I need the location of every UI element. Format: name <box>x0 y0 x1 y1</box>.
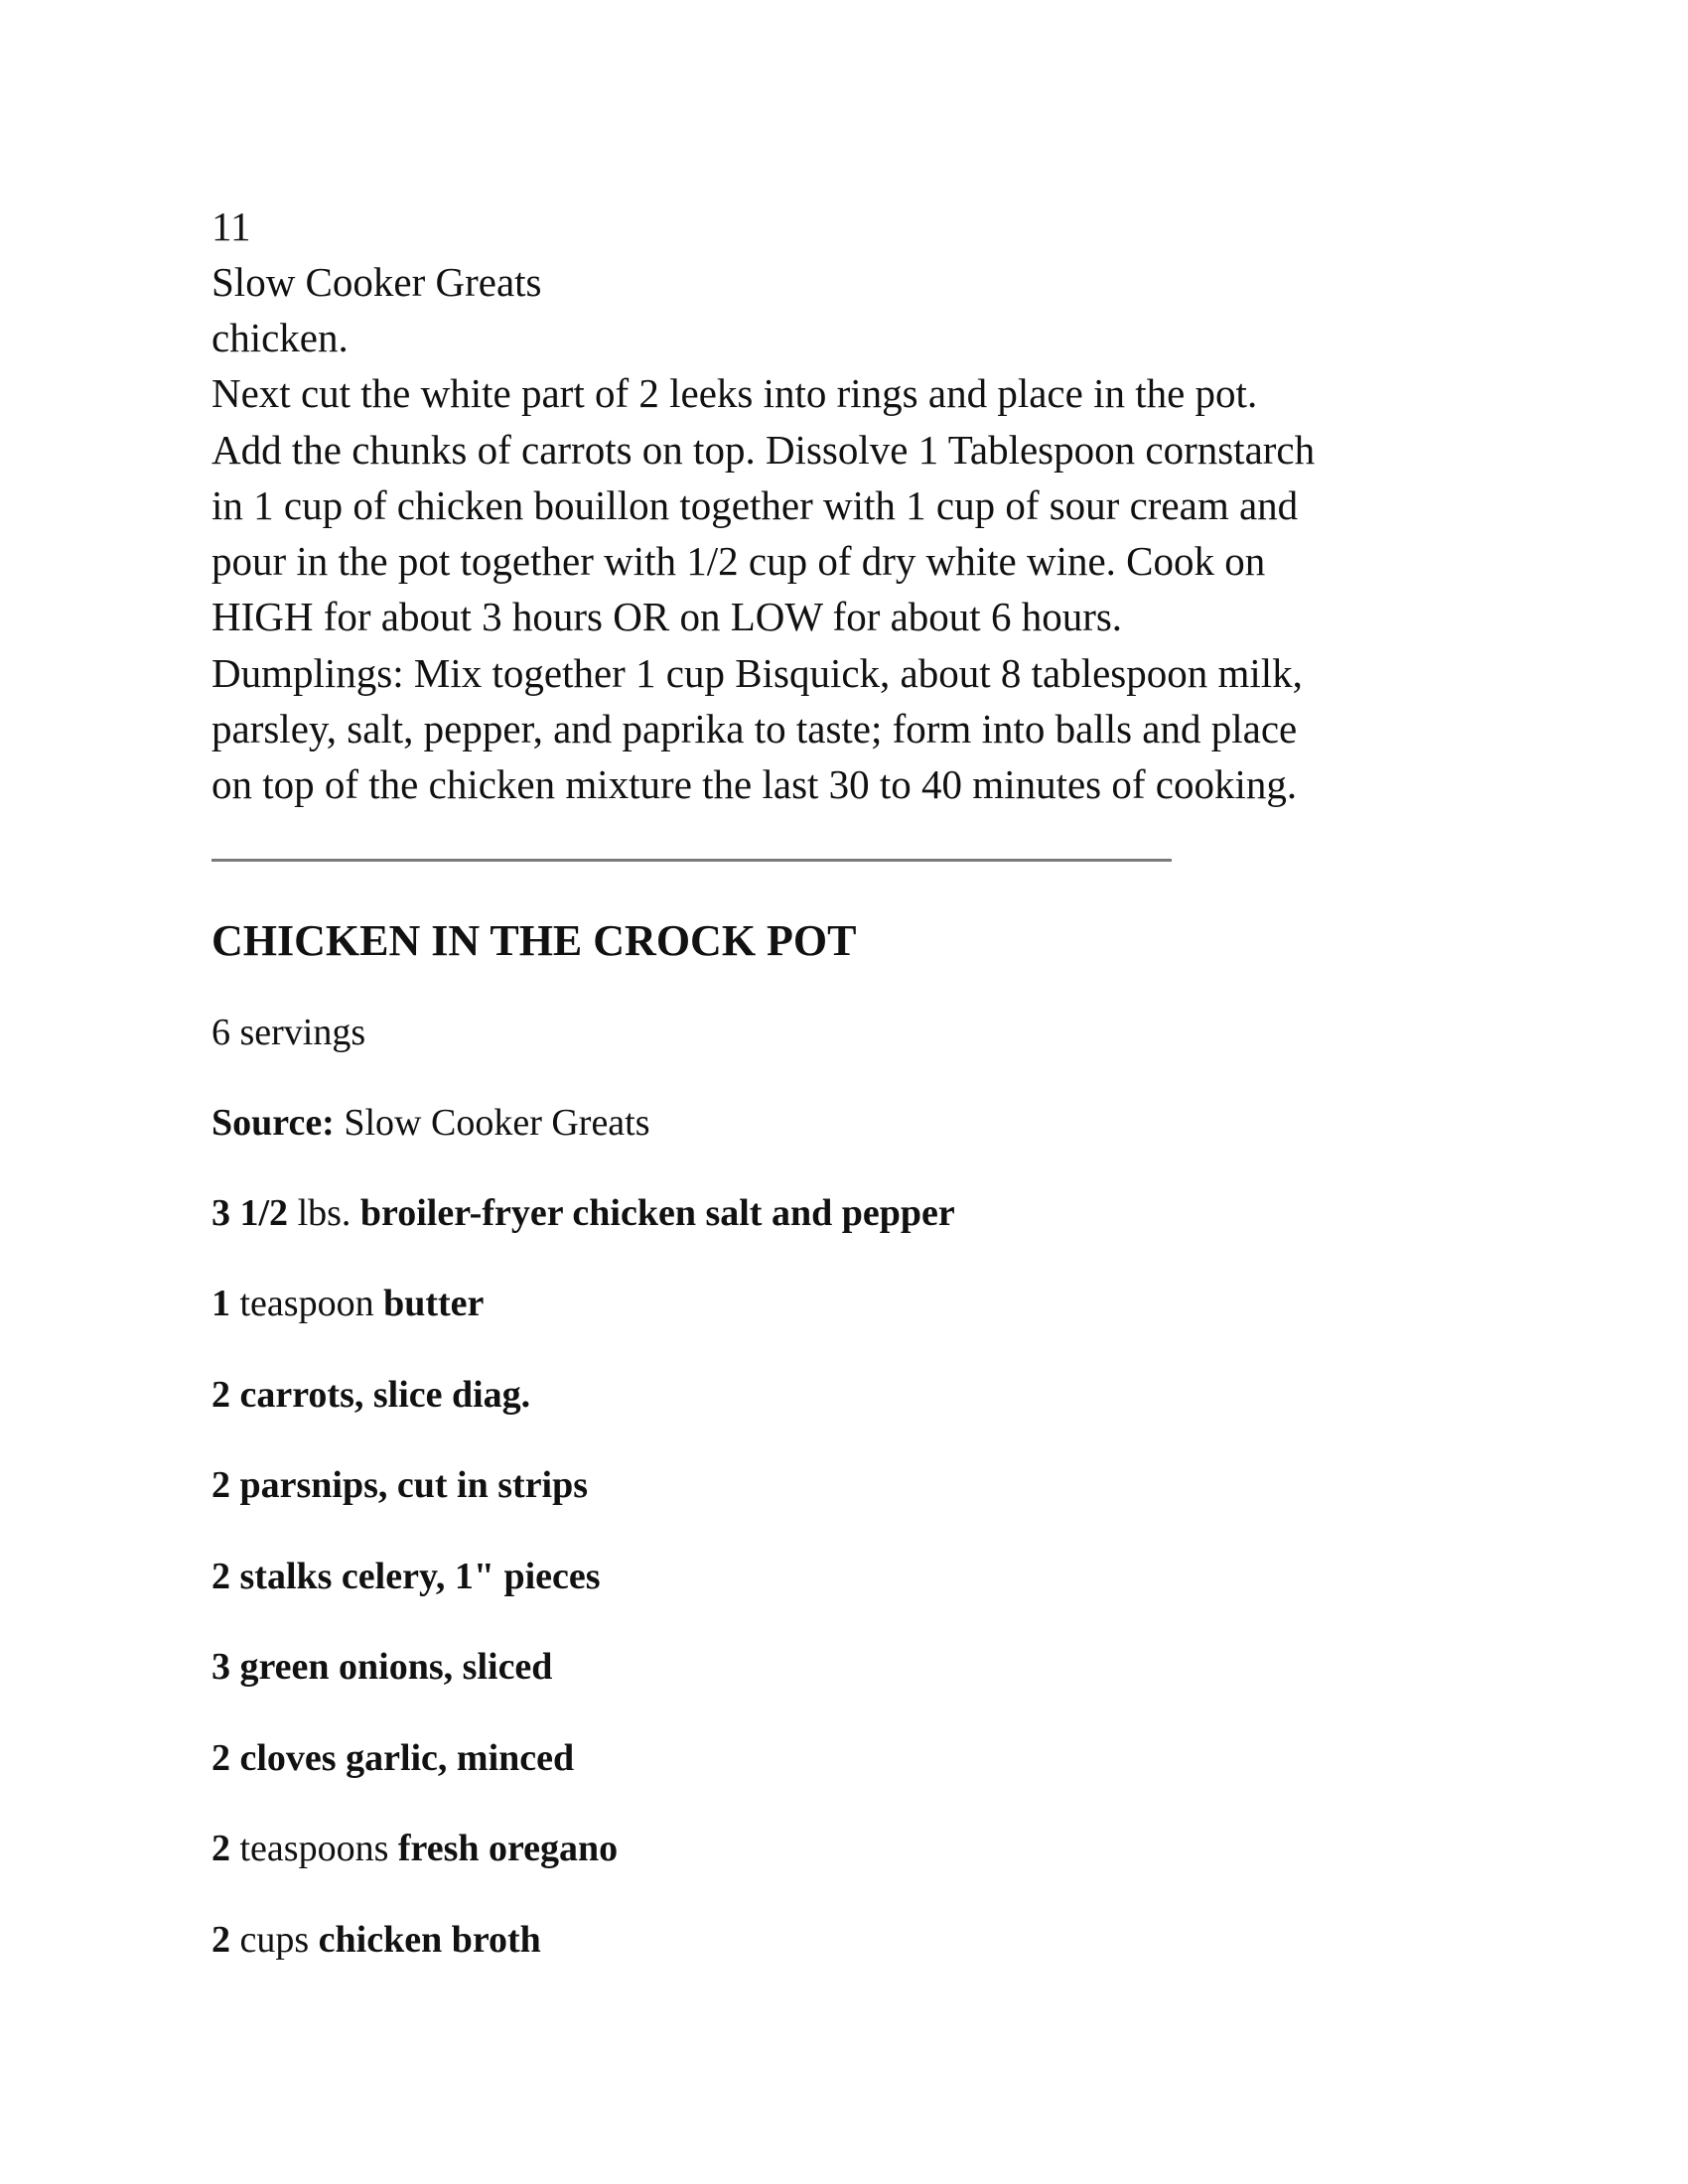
text-line: in 1 cup of chicken bouillon together with 1 cup of sour cream and <box>211 481 1299 528</box>
ingredient-item <box>211 1639 1502 1695</box>
text-line: HIGH for about 3 hours OR on LOW for about 6 hours. <box>211 594 1123 640</box>
text-line: parsley, salt, pepper, and paprika to taste; form into balls and place <box>211 706 1298 752</box>
recipe-title: CHICKEN IN THE CROCK POT <box>211 915 857 965</box>
ingredient-qty: 3 <box>211 1646 230 1689</box>
ingredient-name: broiler-fryer chicken salt and pepper <box>359 1191 955 1234</box>
continuation-text <box>211 310 1502 813</box>
section-divider <box>211 859 1172 862</box>
source-value: Slow Cooker Greats <box>344 1101 650 1144</box>
ingredient-item <box>211 1549 1502 1604</box>
book-title: Slow Cooker Greats <box>211 259 542 305</box>
ingredient-item <box>211 1276 1502 1331</box>
ingredient-qty: 3 1/2 <box>211 1191 289 1234</box>
ingredient-qty: 2 <box>211 1918 230 1961</box>
ingredient-name: butter <box>383 1283 485 1325</box>
ingredient-unit: teaspoons <box>239 1828 389 1870</box>
ingredient-unit: teaspoon <box>239 1283 374 1325</box>
text-line: Next cut the white part of 2 leeks into rings and place in the pot. <box>211 370 1258 417</box>
text-line: Dumplings: Mix together 1 cup Bisquick, about 8 tablespoon milk, <box>211 649 1303 696</box>
ingredient-qty: 2 <box>211 1373 230 1416</box>
ingredient-name: green onions, sliced <box>239 1646 553 1689</box>
ingredient-qty: 2 <box>211 1736 230 1779</box>
ingredient-name: stalks celery, 1" pieces <box>239 1555 601 1597</box>
page-number: 11 <box>211 204 251 249</box>
ingredient-item <box>211 1730 1502 1786</box>
text-line: on top of the chicken mixture the last 30 to 40 minutes of cooking. <box>211 761 1298 808</box>
ingredient-qty: 1 <box>211 1283 230 1325</box>
ingredient-name: carrots, slice diag. <box>239 1373 531 1416</box>
ingredient-item <box>211 1821 1502 1876</box>
ingredient-qty: 2 <box>211 1555 230 1597</box>
document-page <box>211 199 1502 2002</box>
ingredient-item <box>211 1367 1502 1423</box>
ingredient-qty: 2 <box>211 1464 230 1507</box>
ingredient-unit: lbs. <box>297 1191 352 1234</box>
recipe-servings: 6 servings <box>211 1011 366 1053</box>
ingredient-qty: 2 <box>211 1828 230 1870</box>
ingredient-unit: cups <box>239 1918 310 1961</box>
ingredient-item <box>211 1912 1502 1968</box>
text-line: chicken. <box>211 315 349 360</box>
text-line: pour in the pot together with 1/2 cup of dry white wine. Cook on <box>211 538 1266 585</box>
ingredient-name: fresh oregano <box>397 1828 619 1870</box>
ingredient-name: parsnips, cut in strips <box>239 1464 589 1507</box>
ingredient-item <box>211 1185 1502 1241</box>
ingredient-item <box>211 1457 1502 1513</box>
ingredient-name: cloves garlic, minced <box>239 1736 575 1779</box>
ingredient-name: chicken broth <box>318 1918 541 1961</box>
source-label: Source: <box>211 1101 335 1144</box>
text-line: Add the chunks of carrots on top. Dissolve 1 Tablespoon cornstarch <box>211 426 1316 473</box>
recipe-source <box>211 1095 1502 1151</box>
ingredient-list <box>211 1185 1502 1968</box>
